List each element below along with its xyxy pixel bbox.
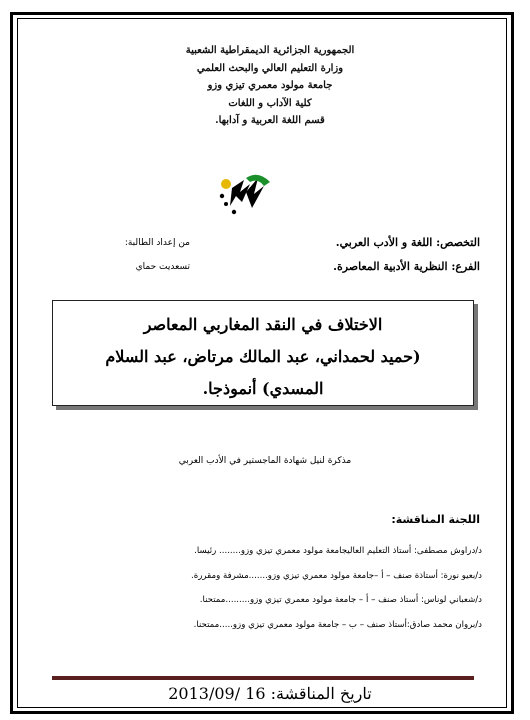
header-line-department: قسم اللغة العربية و آدابها. — [215, 115, 325, 126]
committee-list — [62, 539, 482, 637]
logo-dot-2 — [224, 202, 228, 206]
logo-dot-1 — [220, 194, 224, 198]
header-line-republic: الجمهورية الجزائرية الديمقراطية الشعبية — [185, 45, 355, 56]
thesis-title-box — [52, 300, 474, 406]
thesis-title-line-2: (حميد لحمداني، عبد المالك مرتاض، عبد السلام — [105, 347, 421, 366]
header-line-ministry: وزارة التعليم العالي والبحث العلمي — [196, 62, 344, 74]
logo-dot-3 — [232, 210, 236, 214]
thesis-title-line-1: الاختلاف في النقد المغاربي المعاصر — [143, 315, 383, 334]
defense-date: تاريخ المناقشة: 16 /2013/09 — [168, 684, 372, 703]
university-logo-icon — [212, 172, 276, 224]
committee-member-supervisor: د/بعيو نورة: أستاذة صنف – أ –جامعة مولود معمري تيزي وزو.......مشرفة ومقررة. — [191, 570, 482, 581]
committee-member-examiner-2: د/بروان محمد صادق:أستاذ صنف – ب – جامعة مولود معمري تيزي وزو.....ممتحنا. — [193, 619, 482, 630]
branch-line: الفرع: النظرية الأدبية المعاصرة. — [333, 260, 480, 273]
prepared-by-label: من إعداد الطالبة: — [124, 238, 190, 248]
degree-statement: مذكرة لنيل شهادة الماجستير في الأدب العربي — [178, 456, 352, 466]
committee-member-examiner-1: د/شعباني لوناس: أستاذ صنف – أ – جامعة مولود معمري تيزي وزو.........ممتحنا. — [199, 595, 482, 605]
specialty-line: التخصص: اللغة و الأدب العربي. — [335, 236, 480, 249]
institution-header — [150, 42, 390, 130]
thesis-title-line-3: المسدي) أنموذجا. — [202, 379, 324, 398]
header-line-faculty: كلية الآداب و اللغات — [228, 97, 312, 109]
logo-yellow-dot — [221, 179, 231, 189]
bottom-divider — [52, 676, 474, 680]
student-block — [70, 231, 190, 279]
header-line-university: جامعة مولود معمري تيزي وزو — [207, 80, 333, 91]
specialty-block — [240, 231, 480, 279]
student-name: تسعديت حماي — [135, 262, 190, 272]
committee-title: اللجنة المناقشة: — [391, 513, 480, 526]
committee-member-president: د/دراوش مصطفى: أستاذ التعليم العاليجامعة مولود معمري تيزي وزو........ رئيسا. — [194, 546, 482, 556]
